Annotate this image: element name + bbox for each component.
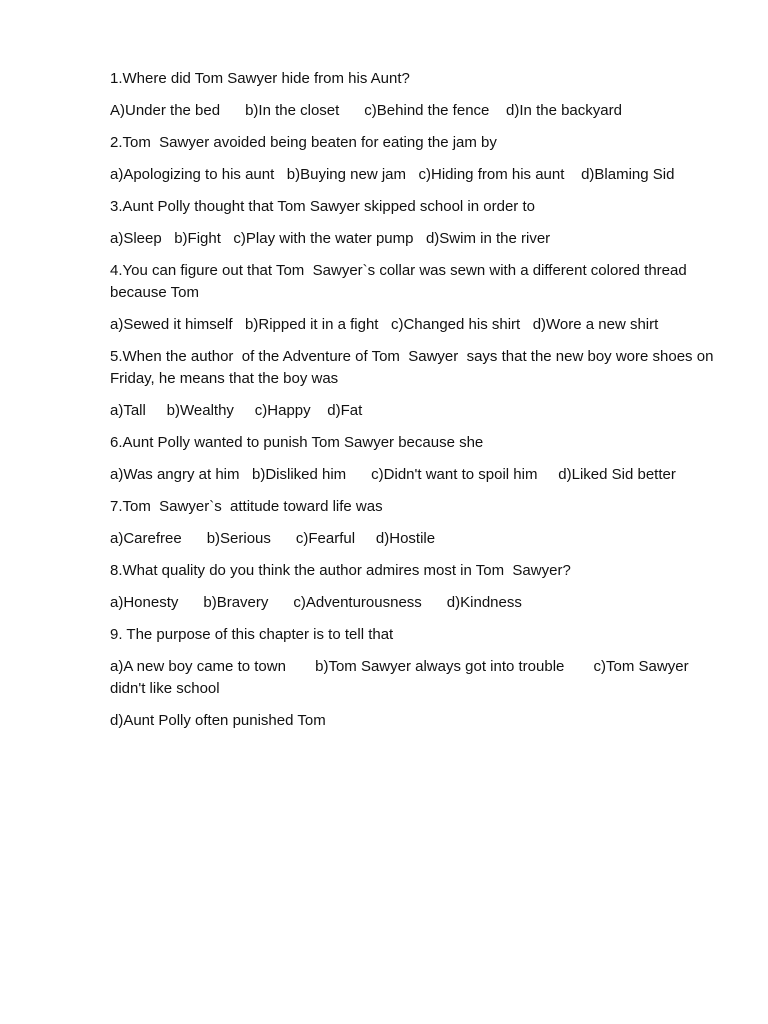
answers-3: a)Sleep b)Fight c)Play with the water pump d)Swim in the river (110, 230, 551, 247)
answers-8: a)Honesty b)Bravery c)Adventurousness d)Kindness (110, 594, 522, 611)
answers-9-extra: d)Aunt Polly often punished Tom (110, 712, 326, 729)
question-9: 9. The purpose of this chapter is to tell that (110, 626, 394, 643)
question-8: 8.What quality do you think the author admires most in Tom Sawyer? (110, 562, 571, 579)
question-5: 5.When the author of the Adventure of Tom Sawyer says that the new boy wore shoes on Friday, he means that the boy was (110, 348, 718, 387)
question-3: 3.Aunt Polly thought that Tom Sawyer skipped school in order to (110, 198, 535, 215)
answers-1: A)Under the bed b)In the closet c)Behind the fence d)In the backyard (110, 102, 622, 119)
question-2: 2.Tom Sawyer avoided being beaten for eating the jam by (110, 134, 497, 151)
question-4: 4.You can figure out that Tom Sawyer`s collar was sewn with a different colored thread because Tom (110, 262, 691, 301)
answers-7: a)Carefree b)Serious c)Fearful d)Hostile (110, 530, 436, 547)
answers-4: a)Sewed it himself b)Ripped it in a fight c)Changed his shirt d)Wore a new shirt (110, 316, 659, 333)
answers-2: a)Apologizing to his aunt b)Buying new jam c)Hiding from his aunt d)Blaming Sid (110, 166, 675, 183)
question-7: 7.Tom Sawyer`s attitude toward life was (110, 498, 383, 515)
quiz-document (110, 68, 720, 742)
question-1: 1.Where did Tom Sawyer hide from his Aunt? (110, 70, 410, 87)
answers-6: a)Was angry at him b)Disliked him c)Didn't want to spoil him d)Liked Sid better (110, 466, 676, 483)
question-6: 6.Aunt Polly wanted to punish Tom Sawyer because she (110, 434, 484, 451)
answers-5: a)Tall b)Wealthy c)Happy d)Fat (110, 402, 363, 419)
answers-9: a)A new boy came to town b)Tom Sawyer always got into trouble c)Tom Sawyer didn't like school (110, 658, 693, 697)
